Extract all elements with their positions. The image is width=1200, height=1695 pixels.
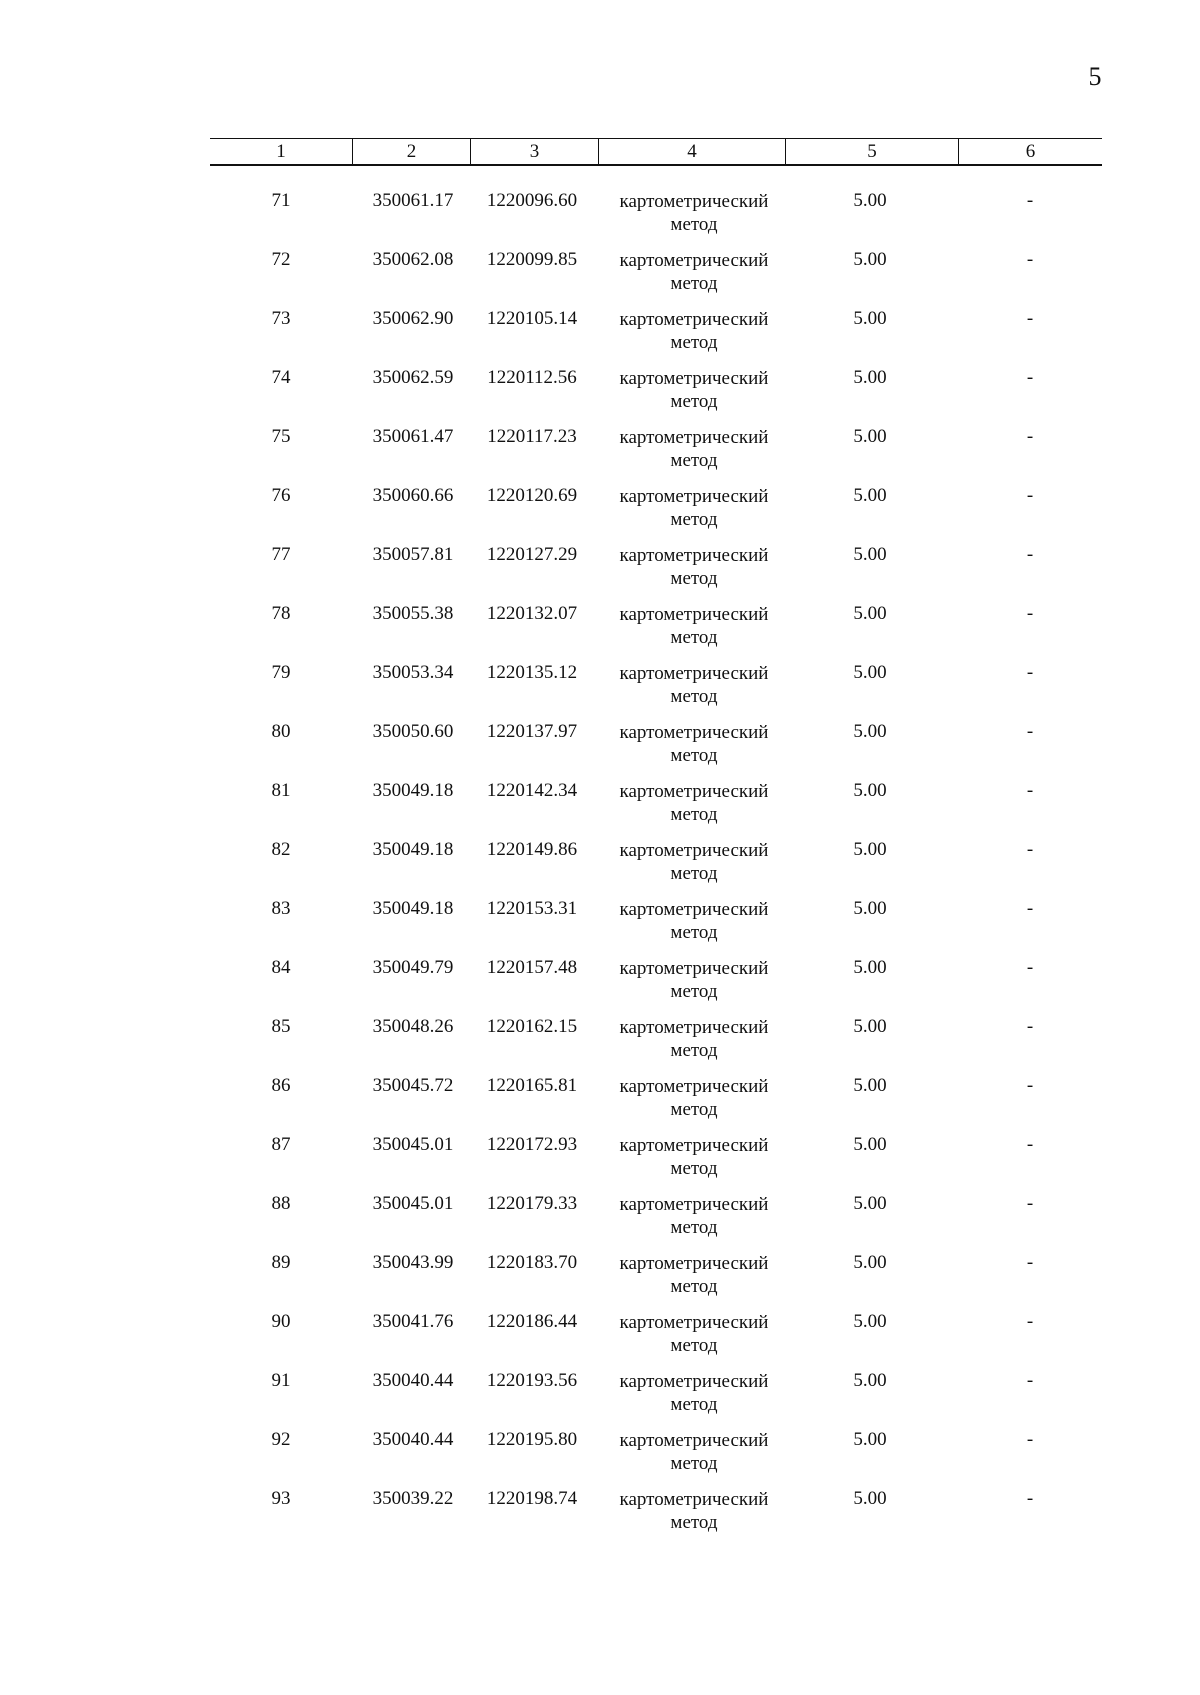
point-number-cell: 86 bbox=[271, 1075, 291, 1096]
method-cell: картометрический метод bbox=[619, 1194, 769, 1238]
point-number-cell: 76 bbox=[271, 485, 291, 506]
x-coordinate-cell: 350045.01 bbox=[372, 1134, 454, 1155]
x-coordinate-cell: 350061.17 bbox=[372, 190, 454, 211]
y-coordinate-cell: 1220099.85 bbox=[486, 249, 578, 270]
y-coordinate-cell: 1220179.33 bbox=[486, 1193, 578, 1214]
accuracy-cell: 5.00 bbox=[853, 1193, 887, 1214]
y-coordinate-cell: 1220135.12 bbox=[486, 662, 578, 683]
x-coordinate-cell: 350049.18 bbox=[372, 898, 454, 919]
method-cell: картометрический метод bbox=[619, 1371, 769, 1415]
y-coordinate-cell: 1220186.44 bbox=[486, 1311, 578, 1332]
header-bottom-rule bbox=[210, 164, 1102, 166]
y-coordinate-cell: 1220149.86 bbox=[486, 839, 578, 860]
accuracy-cell: 5.00 bbox=[853, 1016, 887, 1037]
note-cell: - bbox=[1026, 1311, 1034, 1332]
y-coordinate-cell: 1220193.56 bbox=[486, 1370, 578, 1391]
method-cell: картометрический метод bbox=[619, 663, 769, 707]
table-row bbox=[0, 1311, 1200, 1370]
y-coordinate-cell: 1220127.29 bbox=[486, 544, 578, 565]
x-coordinate-cell: 350049.18 bbox=[372, 780, 454, 801]
method-cell: картометрический метод bbox=[619, 1312, 769, 1356]
accuracy-cell: 5.00 bbox=[853, 1252, 887, 1273]
note-cell: - bbox=[1026, 1193, 1034, 1214]
point-number-cell: 81 bbox=[271, 780, 291, 801]
method-cell: картометрический метод bbox=[619, 722, 769, 766]
y-coordinate-cell: 1220132.07 bbox=[486, 603, 578, 624]
y-coordinate-cell: 1220157.48 bbox=[486, 957, 578, 978]
point-number-cell: 93 bbox=[271, 1488, 291, 1509]
note-cell: - bbox=[1026, 1429, 1034, 1450]
accuracy-cell: 5.00 bbox=[853, 190, 887, 211]
x-coordinate-cell: 350053.34 bbox=[372, 662, 454, 683]
accuracy-cell: 5.00 bbox=[853, 367, 887, 388]
point-number-cell: 91 bbox=[271, 1370, 291, 1391]
point-number-cell: 74 bbox=[271, 367, 291, 388]
x-coordinate-cell: 350050.60 bbox=[372, 721, 454, 742]
x-coordinate-cell: 350049.18 bbox=[372, 839, 454, 860]
y-coordinate-cell: 1220096.60 bbox=[486, 190, 578, 211]
accuracy-cell: 5.00 bbox=[853, 721, 887, 742]
point-number-cell: 71 bbox=[271, 190, 291, 211]
note-cell: - bbox=[1026, 1252, 1034, 1273]
x-coordinate-cell: 350061.47 bbox=[372, 426, 454, 447]
header-cell-5: 5 bbox=[867, 141, 877, 162]
accuracy-cell: 5.00 bbox=[853, 249, 887, 270]
accuracy-cell: 5.00 bbox=[853, 957, 887, 978]
point-number-cell: 82 bbox=[271, 839, 291, 860]
table-row bbox=[0, 367, 1200, 426]
table-row bbox=[0, 1252, 1200, 1311]
table-row bbox=[0, 1370, 1200, 1429]
accuracy-cell: 5.00 bbox=[853, 1134, 887, 1155]
method-cell: картометрический метод bbox=[619, 368, 769, 412]
note-cell: - bbox=[1026, 603, 1034, 624]
x-coordinate-cell: 350057.81 bbox=[372, 544, 454, 565]
method-cell: картометрический метод bbox=[619, 1076, 769, 1120]
y-coordinate-cell: 1220112.56 bbox=[487, 367, 577, 388]
method-cell: картометрический метод bbox=[619, 486, 769, 530]
accuracy-cell: 5.00 bbox=[853, 1075, 887, 1096]
table-row bbox=[0, 1193, 1200, 1252]
note-cell: - bbox=[1026, 1370, 1034, 1391]
header-top-rule bbox=[210, 138, 1102, 139]
table-row bbox=[0, 485, 1200, 544]
x-coordinate-cell: 350049.79 bbox=[372, 957, 454, 978]
accuracy-cell: 5.00 bbox=[853, 308, 887, 329]
y-coordinate-cell: 1220183.70 bbox=[486, 1252, 578, 1273]
table-row bbox=[0, 780, 1200, 839]
point-number-cell: 90 bbox=[271, 1311, 291, 1332]
page-number: 5 bbox=[1088, 62, 1102, 91]
y-coordinate-cell: 1220105.14 bbox=[486, 308, 578, 329]
note-cell: - bbox=[1026, 190, 1034, 211]
point-number-cell: 73 bbox=[271, 308, 291, 329]
y-coordinate-cell: 1220162.15 bbox=[486, 1016, 578, 1037]
accuracy-cell: 5.00 bbox=[853, 1370, 887, 1391]
header-cell-2: 2 bbox=[406, 141, 417, 162]
note-cell: - bbox=[1026, 780, 1034, 801]
method-cell: картометрический метод bbox=[619, 309, 769, 353]
table-row bbox=[0, 898, 1200, 957]
table-row bbox=[0, 1075, 1200, 1134]
point-number-cell: 83 bbox=[271, 898, 291, 919]
method-cell: картометрический метод bbox=[619, 191, 769, 235]
y-coordinate-cell: 1220120.69 bbox=[486, 485, 578, 506]
method-cell: картометрический метод bbox=[619, 1135, 769, 1179]
table-row bbox=[0, 662, 1200, 721]
table-row bbox=[0, 1134, 1200, 1193]
table-row bbox=[0, 190, 1200, 249]
x-coordinate-cell: 350048.26 bbox=[372, 1016, 454, 1037]
note-cell: - bbox=[1026, 1488, 1034, 1509]
accuracy-cell: 5.00 bbox=[853, 1429, 887, 1450]
x-coordinate-cell: 350062.90 bbox=[372, 308, 454, 329]
note-cell: - bbox=[1026, 1075, 1034, 1096]
point-number-cell: 92 bbox=[271, 1429, 291, 1450]
point-number-cell: 79 bbox=[271, 662, 291, 683]
x-coordinate-cell: 350043.99 bbox=[372, 1252, 454, 1273]
table-row bbox=[0, 957, 1200, 1016]
point-number-cell: 88 bbox=[271, 1193, 291, 1214]
accuracy-cell: 5.00 bbox=[853, 603, 887, 624]
method-cell: картометрический метод bbox=[619, 250, 769, 294]
accuracy-cell: 5.00 bbox=[853, 485, 887, 506]
method-cell: картометрический метод bbox=[619, 1489, 769, 1533]
x-coordinate-cell: 350041.76 bbox=[372, 1311, 454, 1332]
x-coordinate-cell: 350060.66 bbox=[372, 485, 454, 506]
x-coordinate-cell: 350040.44 bbox=[372, 1370, 454, 1391]
x-coordinate-cell: 350040.44 bbox=[372, 1429, 454, 1450]
method-cell: картометрический метод bbox=[619, 1430, 769, 1474]
note-cell: - bbox=[1026, 957, 1034, 978]
note-cell: - bbox=[1026, 308, 1034, 329]
x-coordinate-cell: 350062.08 bbox=[372, 249, 454, 270]
header-cell-1: 1 bbox=[276, 141, 286, 162]
y-coordinate-cell: 1220117.23 bbox=[487, 426, 577, 447]
note-cell: - bbox=[1026, 898, 1034, 919]
table-row bbox=[0, 603, 1200, 662]
method-cell: картометрический метод bbox=[619, 899, 769, 943]
method-cell: картометрический метод bbox=[619, 840, 769, 884]
table-row bbox=[0, 544, 1200, 603]
accuracy-cell: 5.00 bbox=[853, 426, 887, 447]
point-number-cell: 84 bbox=[271, 957, 291, 978]
accuracy-cell: 5.00 bbox=[853, 780, 887, 801]
point-number-cell: 78 bbox=[271, 603, 291, 624]
y-coordinate-cell: 1220195.80 bbox=[486, 1429, 578, 1450]
y-coordinate-cell: 1220142.34 bbox=[486, 780, 578, 801]
header-cell-4: 4 bbox=[687, 141, 697, 162]
table-row bbox=[0, 308, 1200, 367]
note-cell: - bbox=[1026, 662, 1034, 683]
accuracy-cell: 5.00 bbox=[853, 898, 887, 919]
x-coordinate-cell: 350045.72 bbox=[372, 1075, 454, 1096]
y-coordinate-cell: 1220165.81 bbox=[486, 1075, 578, 1096]
table-row bbox=[0, 721, 1200, 780]
x-coordinate-cell: 350055.38 bbox=[372, 603, 454, 624]
point-number-cell: 80 bbox=[271, 721, 291, 742]
accuracy-cell: 5.00 bbox=[853, 1488, 887, 1509]
method-cell: картометрический метод bbox=[619, 1017, 769, 1061]
x-coordinate-cell: 350039.22 bbox=[372, 1488, 454, 1509]
accuracy-cell: 5.00 bbox=[853, 544, 887, 565]
point-number-cell: 72 bbox=[271, 249, 291, 270]
y-coordinate-cell: 1220153.31 bbox=[486, 898, 578, 919]
point-number-cell: 87 bbox=[271, 1134, 291, 1155]
header-cell-3: 3 bbox=[529, 141, 540, 162]
note-cell: - bbox=[1026, 426, 1034, 447]
note-cell: - bbox=[1026, 1016, 1034, 1037]
note-cell: - bbox=[1026, 367, 1034, 388]
table-row bbox=[0, 1016, 1200, 1075]
point-number-cell: 89 bbox=[271, 1252, 291, 1273]
note-cell: - bbox=[1026, 839, 1034, 860]
accuracy-cell: 5.00 bbox=[853, 1311, 887, 1332]
note-cell: - bbox=[1026, 721, 1034, 742]
point-number-cell: 77 bbox=[271, 544, 291, 565]
point-number-cell: 75 bbox=[271, 426, 291, 447]
point-number-cell: 85 bbox=[271, 1016, 291, 1037]
table-row bbox=[0, 426, 1200, 485]
note-cell: - bbox=[1026, 1134, 1034, 1155]
method-cell: картометрический метод bbox=[619, 604, 769, 648]
table-row bbox=[0, 249, 1200, 308]
method-cell: картометрический метод bbox=[619, 1253, 769, 1297]
x-coordinate-cell: 350062.59 bbox=[372, 367, 454, 388]
note-cell: - bbox=[1026, 544, 1034, 565]
table-row bbox=[0, 1488, 1200, 1547]
table-row bbox=[0, 839, 1200, 898]
table-row bbox=[0, 1429, 1200, 1488]
y-coordinate-cell: 1220137.97 bbox=[486, 721, 578, 742]
method-cell: картометрический метод bbox=[619, 781, 769, 825]
method-cell: картометрический метод bbox=[619, 427, 769, 471]
method-cell: картометрический метод bbox=[619, 958, 769, 1002]
note-cell: - bbox=[1026, 485, 1034, 506]
x-coordinate-cell: 350045.01 bbox=[372, 1193, 454, 1214]
coordinates-table-body bbox=[0, 190, 1200, 1547]
accuracy-cell: 5.00 bbox=[853, 839, 887, 860]
accuracy-cell: 5.00 bbox=[853, 662, 887, 683]
y-coordinate-cell: 1220172.93 bbox=[486, 1134, 578, 1155]
header-cell-6: 6 bbox=[1025, 141, 1036, 162]
note-cell: - bbox=[1026, 249, 1034, 270]
method-cell: картометрический метод bbox=[619, 545, 769, 589]
y-coordinate-cell: 1220198.74 bbox=[486, 1488, 578, 1509]
